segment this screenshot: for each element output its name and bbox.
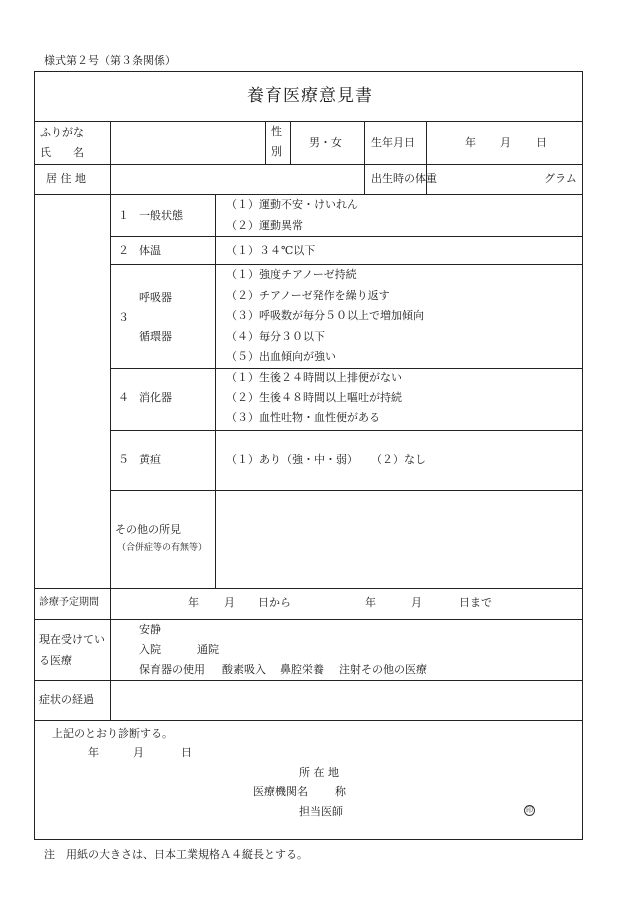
option-item[interactable]: （２）なし [371,453,426,466]
option-item[interactable]: （５）出血傾向が強い [226,350,336,363]
divider [110,236,583,237]
current-care-label: 現在受けてい [39,633,105,646]
period-from-year: 年 [188,596,199,609]
treatment-period-label: 診療予定期間 [39,597,99,608]
birth-weight-label: 出生時の体重 [371,172,437,185]
care-option-oxygen[interactable]: 酸素吸入 [222,663,266,676]
care-option-incubator[interactable]: 保育器の使用 [139,663,205,676]
jaundice-label: 黄疸 [139,453,161,466]
name-field[interactable] [111,122,264,163]
option-item[interactable]: （１）強度チアノーゼ持続 [226,268,357,281]
dob-label: 生年月日 [371,136,415,149]
diagnosis-month: 月 [133,746,144,759]
progress-label: 症状の経過 [39,693,94,706]
section-number: １ [118,209,129,222]
divider [34,588,583,589]
divider [34,619,583,620]
option-item[interactable]: （２）生後４８時間以上嘔吐が持続 [226,391,402,404]
period-to-day: 日まで [459,596,492,609]
birth-weight-unit: グラム [544,172,577,185]
progress-field[interactable] [111,681,582,719]
divider [34,720,583,721]
care-option-nasal-feeding[interactable]: 鼻腔栄養 [280,663,324,676]
circulatory-label: 循環器 [139,330,172,343]
divider [110,368,583,369]
dob-month: 月 [500,136,511,149]
option-item[interactable]: （４）毎分３０以下 [226,330,325,343]
name-label: 氏 名 [40,146,84,159]
care-option-outpatient[interactable]: 通院 [197,643,219,656]
option-item[interactable]: （３）呼吸数が毎分５０以上で増加傾向 [226,309,424,322]
sex-options[interactable]: 男・女 [309,136,342,149]
other-findings-label: その他の所見 [115,523,181,536]
form-number: 様式第２号（第３条関係） [44,54,176,67]
option-item[interactable]: （１）３４℃以下 [226,244,316,257]
diagnosis-day: 日 [181,746,192,759]
digestive-label: 消化器 [139,391,172,404]
form-title: 養育医療意見書 [247,86,373,106]
option-item[interactable]: （１）生後２４時間以上排便がない [226,371,402,384]
other-findings-field[interactable] [216,491,582,587]
care-option-inpatient[interactable]: 入院 [139,643,161,656]
dob-year: 年 [465,136,476,149]
dob-day: 日 [536,136,547,149]
section-number: ３ [118,311,129,324]
address-label: 居 住 地 [46,172,86,185]
care-option-injection[interactable]: 注射その他の医療 [339,663,427,676]
institution-label: 医療機関名 [253,785,308,798]
sex-label: 性 [271,125,282,138]
divider [110,264,583,265]
diagnosis-year: 年 [88,746,99,759]
sex-label: 別 [271,145,282,158]
care-option-rest[interactable]: 安静 [139,623,161,636]
option-item[interactable]: （１）運動不安・けいれん [226,198,358,211]
general-state-label: 一般状態 [139,209,183,222]
option-item[interactable]: （２）チアノーゼ発作を繰り返す [226,289,390,302]
section-number: ４ [118,391,129,404]
footnote: 注 用紙の大きさは、日本工業規格Ａ４縦長とする。 [44,848,308,861]
divider [110,430,583,431]
section-number: ２ [118,244,129,257]
option-item[interactable]: （３）血性吐物・血性便がある [226,411,380,424]
temperature-label: 体温 [139,244,161,257]
period-to-month: 月 [411,596,422,609]
option-item[interactable]: （２）運動異常 [226,219,303,232]
location-label: 所 在 地 [299,766,339,779]
current-care-label: る医療 [39,654,72,667]
institution-label: 称 [335,785,346,798]
period-to-year: 年 [365,596,376,609]
other-findings-note: （合併症等の有無等） [117,543,208,553]
option-item[interactable]: （１）あり（強・中・弱） [226,453,358,466]
seal-icon: 印 [526,806,533,814]
period-from-month: 月 [224,596,235,609]
divider [34,194,583,195]
divider [265,121,266,164]
diagnosis-statement: 上記のとおり診断する。 [52,727,173,740]
respiratory-label: 呼吸器 [139,291,172,304]
divider [290,121,291,164]
section-number: ５ [118,453,129,466]
period-from-day: 日から [258,596,291,609]
divider [364,121,365,194]
furigana-label: ふりがな [40,126,84,139]
doctor-label: 担当医師 [299,805,343,818]
address-field[interactable] [111,165,363,193]
